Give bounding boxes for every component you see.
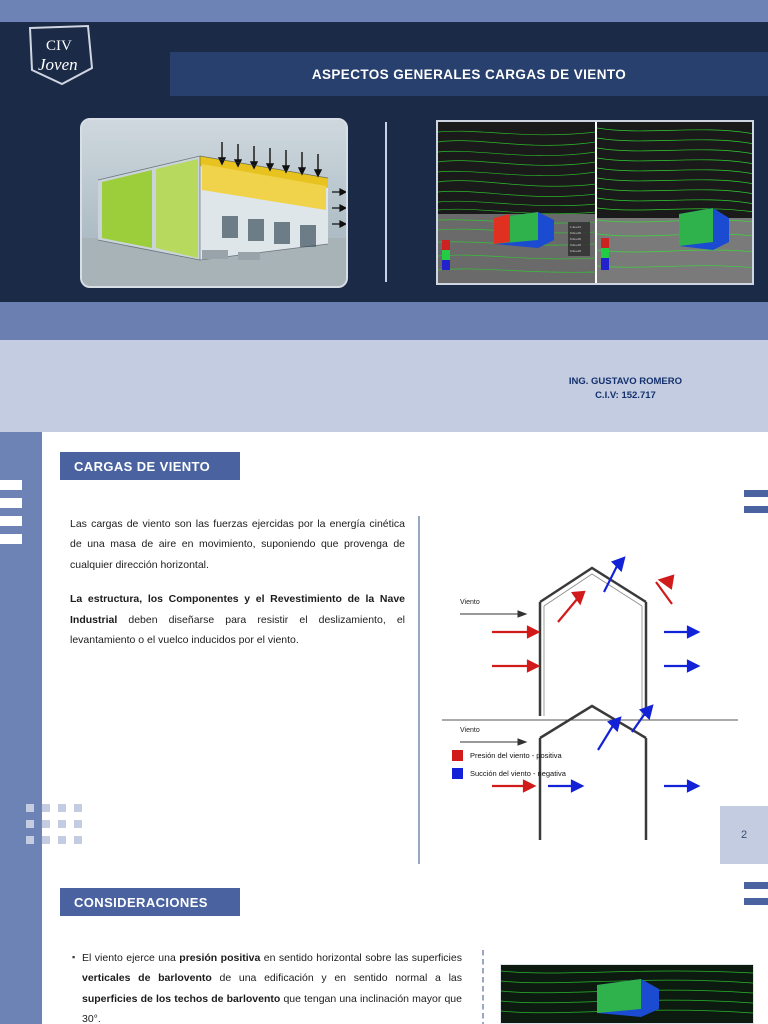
svg-text:CIV: CIV xyxy=(46,38,72,54)
top-strip xyxy=(0,0,768,22)
svg-text:Viento: Viento xyxy=(460,599,480,606)
figure-legend xyxy=(452,750,566,786)
cfd-image-slide3 xyxy=(500,964,754,1024)
legend-item-positive xyxy=(452,750,566,761)
legend-label-negative: Succión del viento - negativa xyxy=(470,769,566,778)
wind-pressure-diagram xyxy=(432,520,752,840)
left-accent-bar-2 xyxy=(0,864,42,1024)
bullet-seg-0: El viento ejerce una xyxy=(82,952,180,964)
notch-1 xyxy=(0,480,22,490)
bullet-seg-3: verticales de barlovento xyxy=(82,972,212,985)
legend-swatch-positive xyxy=(452,750,463,761)
paragraph-2-rest: deben diseñarse para resistir el deslizamiento, el levantamiento o el vuelco inducidos por el viento. xyxy=(70,613,405,647)
dashed-divider-2 xyxy=(482,950,484,1024)
legend-label-positive: Presión del viento - positiva xyxy=(470,751,562,760)
paragraph-1: Las cargas de viento son las fuerzas ejercidas por la energía cinética de una masa de aire en movimiento, suponiendo que provenga de cualquier dirección horizontal. xyxy=(70,518,405,571)
svg-text:6.0e+00: 6.0e+00 xyxy=(570,237,581,241)
vertical-divider xyxy=(385,122,387,282)
paragraph-2 xyxy=(70,589,405,650)
bullet-seg-1: presión positiva xyxy=(179,952,261,964)
decorative-dot-grid xyxy=(26,804,96,850)
svg-text:3.0e+00: 3.0e+00 xyxy=(570,243,581,247)
svg-text:9.0e+00: 9.0e+00 xyxy=(570,231,581,235)
cfd-image-lateral xyxy=(438,122,595,283)
svg-text:1.2e+01: 1.2e+01 xyxy=(570,225,581,229)
bullet-seg-4: de una edificación y en sentido normal a las xyxy=(211,972,462,985)
slide-title-text: ASPECTOS GENERALES CARGAS DE VIENTO xyxy=(311,66,627,82)
slide-2-cargas-de-viento xyxy=(0,432,768,864)
legend-item-negative xyxy=(452,768,566,779)
slide-3-consideraciones xyxy=(0,864,768,1024)
right-accent-dashes-2 xyxy=(744,882,768,914)
author-civ: C.I.V: 152.717 xyxy=(595,389,656,401)
section-heading-cargas xyxy=(60,452,240,480)
bullet-text-1 xyxy=(82,948,462,1024)
page-number-badge xyxy=(720,806,768,864)
section-heading-consideraciones xyxy=(60,888,240,916)
body-text-2 xyxy=(72,948,462,1024)
page-number: 2 xyxy=(740,829,748,841)
bullet-seg-5: superficies de los techos de barlovento xyxy=(82,992,281,1005)
paragraph-2-bold: La estructura, los Componentes y el Revestimiento de la Nave Industrial xyxy=(70,593,405,626)
cfd-simulation-images xyxy=(436,120,754,285)
lower-band xyxy=(0,302,768,340)
author-block xyxy=(569,375,682,403)
right-accent-dashes xyxy=(744,490,768,522)
body-text xyxy=(70,514,405,665)
svg-text:Viento: Viento xyxy=(460,727,480,734)
legend-swatch-negative xyxy=(452,768,463,779)
notch-2 xyxy=(0,498,22,508)
slide-title-bar xyxy=(170,52,768,96)
bullet-seg-2: en sentido horizontal sobre las superficies xyxy=(260,952,462,964)
notch-3 xyxy=(0,516,22,526)
left-accent-bar xyxy=(0,432,42,864)
section-heading-label: CARGAS DE VIENTO xyxy=(74,458,211,474)
warehouse-3d-image xyxy=(80,118,348,288)
bullet-item-1 xyxy=(72,948,462,1024)
bullet-square-icon: ▪ xyxy=(72,952,76,962)
section-heading-label-2: CONSIDERACIONES xyxy=(74,894,208,910)
notch-4 xyxy=(0,534,22,544)
dashed-divider xyxy=(418,516,420,864)
slide-1-title xyxy=(0,0,768,432)
bullet-seg-6: que tengan una inclinación mayor que 30°. xyxy=(82,992,462,1024)
author-name: ING. GUSTAVO ROMERO xyxy=(568,376,682,387)
svg-text:0.0e+00: 0.0e+00 xyxy=(570,249,581,253)
cfd-image-frontal xyxy=(595,122,752,283)
svg-text:Joven: Joven xyxy=(38,55,78,74)
civ-joven-logo xyxy=(22,22,100,90)
